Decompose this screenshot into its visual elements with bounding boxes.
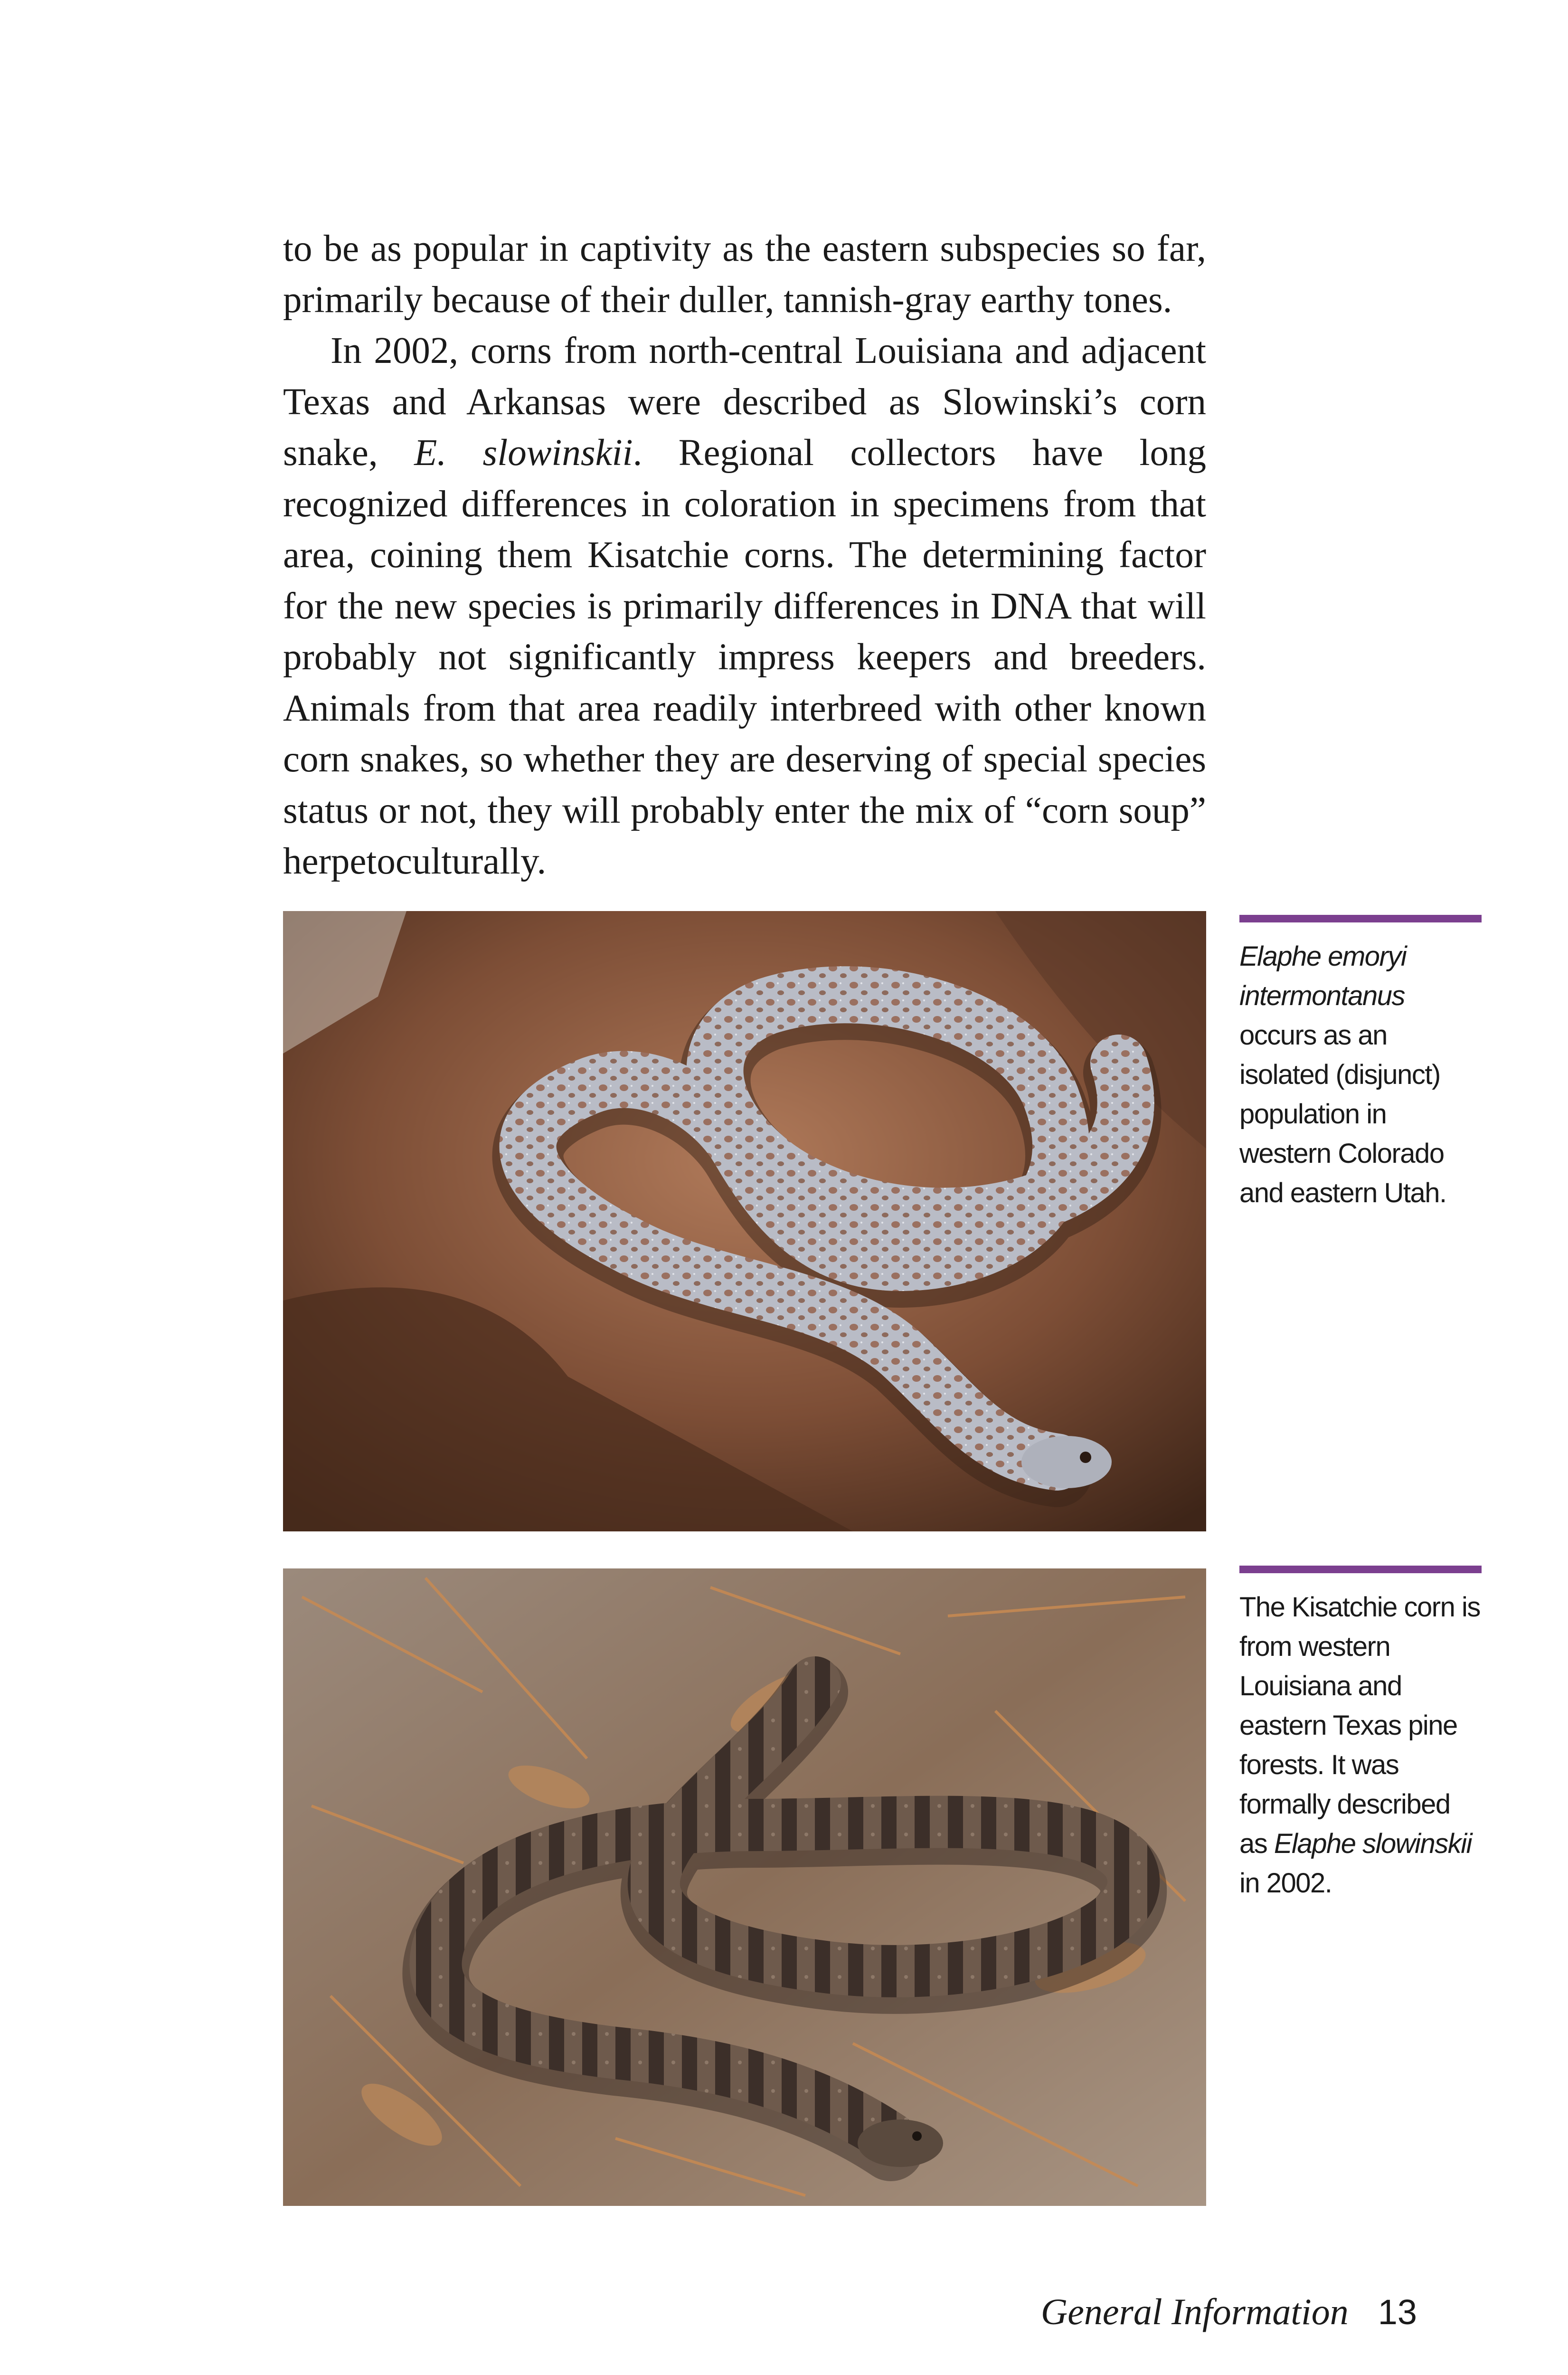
paragraph-2-part-b: . Regional collectors have long recognized differences in coloration in specimens from that area, coining them Kisatchie corns. The determining factor for the new species is primarily differences in DNA that will probably not significantly impress keepers and breeders. Animals from that area readily interbreed with other known corn snakes, so whether they are deserving of special species status or not, they will probably enter the mix of “corn soup” herpetoculturally. <box>283 432 1207 882</box>
paragraph-2 <box>283 325 1206 887</box>
caption-text-b: in 2002. <box>1239 1868 1332 1899</box>
caption-species-name: Elaphe slowinskii <box>1274 1828 1472 1859</box>
caption-rule <box>1239 1566 1482 1573</box>
caption-rule <box>1239 915 1482 922</box>
section-title: General Information <box>1040 2291 1349 2332</box>
photo-intermontanus-snake <box>283 911 1206 1531</box>
body-text <box>283 223 1206 887</box>
page-number: 13 <box>1378 2292 1417 2332</box>
paragraph-2-part-a: In 2002, corns from north-central Louisiana and adjacent Texas and Arkansas were described as Slowinski’s corn snake, <box>283 330 1206 474</box>
caption-species-name: Elaphe emoryi intermontanus <box>1239 941 1407 1011</box>
species-name: E. slowinskii <box>414 432 633 474</box>
caption-text: occurs as an isolated (disjunct) population in western Colorado and eastern Utah. <box>1239 1020 1446 1208</box>
page-footer <box>1041 2290 1417 2333</box>
photo-kisatchie-snake <box>283 1568 1206 2206</box>
paragraph-1: to be as popular in captivity as the eastern subspecies so far, primarily because of their duller, tannish-gray earthy tones. <box>283 228 1206 321</box>
caption-intermontanus <box>1239 915 1482 1213</box>
caption-kisatchie <box>1239 1566 1482 1903</box>
caption-text-a: The Kisatchie corn is from western Louisiana and eastern Texas pine forests. It was formally described as <box>1239 1592 1480 1859</box>
